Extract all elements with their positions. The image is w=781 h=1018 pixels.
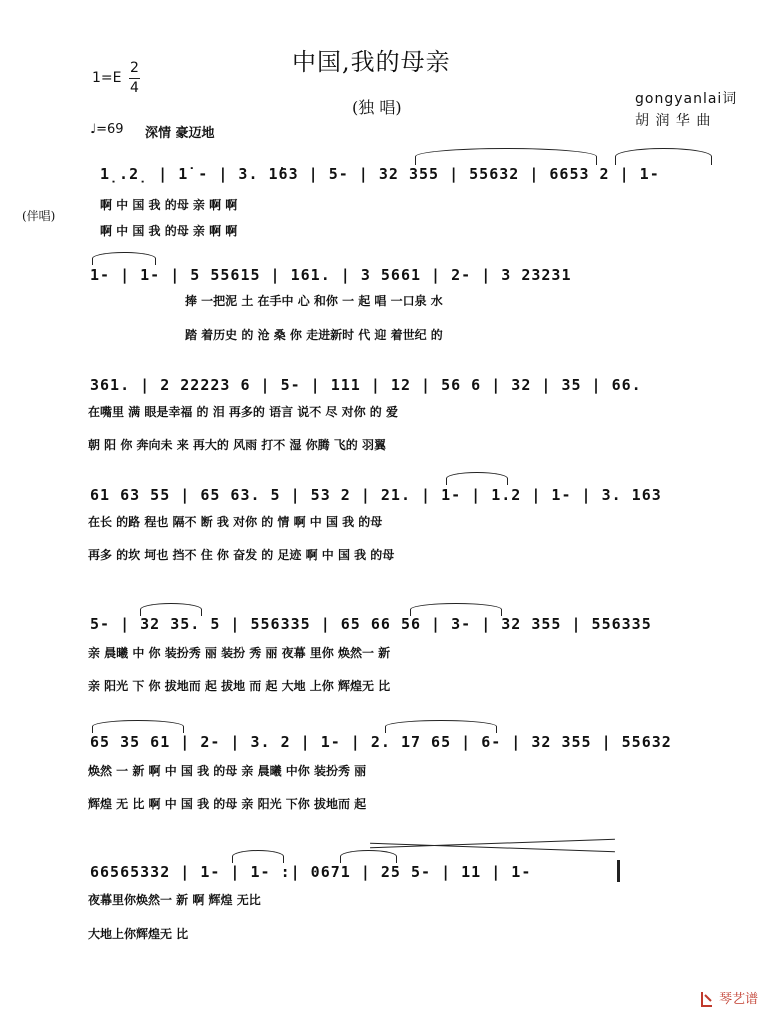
lyric-verse-2: 朝 阳 你 奔向未 来 再大的 风雨 打不 湿 你腾 飞的 羽翼 <box>88 438 386 452</box>
lyric-verse-1: 啊 中 国 我 的母 亲 啊 啊 <box>100 198 238 212</box>
slur <box>92 720 184 733</box>
lyric-verse-1: 夜幕里你焕然一 新 啊 辉煌 无比 <box>88 893 261 907</box>
lyric-verse-1: 亲 晨曦 中 你 装扮秀 丽 装扮 秀 丽 夜幕 里你 焕然一 新 <box>88 646 391 660</box>
slur <box>140 603 202 616</box>
lyric-verse-2: 再多 的坎 坷也 挡不 住 你 奋发 的 足迹 啊 中 国 我 的母 <box>88 548 395 562</box>
slur <box>615 148 712 165</box>
lyric-verse-1: 捧 一把泥 土 在手中 心 和你 一 起 唱 一口泉 水 <box>185 294 443 308</box>
notation-line: 5- | 32 35. 5 | 556335 | 65 66 56 | 3- | 32 355 | 556335 <box>90 615 652 633</box>
lyricist-credit: gongyanlai词 <box>635 91 738 107</box>
notation-line: 1̣.2̣ | 1̇ - | 3. 1̇63 | 5- | 32 355 | 55632 | 6653 2 | 1- <box>100 165 660 183</box>
notation-line: 1- | 1- | 5 55615 | 161. | 3 5661 | 2- | 3 23231 <box>90 266 572 284</box>
crescendo-lower <box>370 843 615 853</box>
expression-mark: 深情 豪迈地 <box>145 126 215 141</box>
song-subtitle: (独 唱) <box>352 98 402 117</box>
lyric-verse-2: 大地上你辉煌无 比 <box>88 927 189 941</box>
time-sig-line <box>129 78 140 79</box>
logo-text: 琴艺谱 <box>719 992 759 1007</box>
lyric-verse-1: 在嘴里 满 眼是幸福 的 泪 再多的 语言 说不 尽 对你 的 爱 <box>88 405 398 419</box>
notation-line: 66565332 | 1- | 1- :| 0671 | 25 5- | 11 | 1- <box>90 863 532 881</box>
lyric-verse-2: 踏 着历史 的 沧 桑 你 走进新时 代 迎 着世纪 的 <box>185 328 443 342</box>
lyric-verse-2: 啊 中 国 我 的母 亲 啊 啊 <box>100 224 238 238</box>
time-sig-num: 2 <box>130 60 139 76</box>
slur <box>340 850 397 863</box>
notation-line: 61 63 55 | 65 63. 5 | 53 2 | 21. | 1- | 1.2 | 1- | 3. 163 <box>90 486 662 504</box>
time-sig-den: 4 <box>130 80 139 96</box>
slur <box>415 148 597 165</box>
logo-glyph-icon <box>700 990 714 1008</box>
watermark-logo <box>700 988 758 1008</box>
key-signature: 1=E <box>92 70 122 86</box>
slur <box>410 603 502 616</box>
song-title: 中国,我的母亲 <box>292 48 451 76</box>
lyric-verse-2: 亲 阳光 下 你 拔地而 起 拔地 而 起 大地 上你 辉煌无 比 <box>88 679 391 693</box>
lyric-verse-1: 在长 的路 程也 隔不 断 我 对你 的 情 啊 中 国 我 的母 <box>88 515 383 529</box>
tempo-mark: ♩=69 <box>90 122 124 137</box>
notation-line: 65 35 61 | 2- | 3. 2 | 1- | 2. 17 65 | 6- | 32 355 | 55632 <box>90 733 672 751</box>
slur <box>385 720 497 733</box>
tie <box>92 252 156 265</box>
voice-label: (伴唱) <box>22 209 56 223</box>
lyric-verse-2: 辉煌 无 比 啊 中 国 我 的母 亲 阳光 下你 拔地而 起 <box>88 797 367 811</box>
slur <box>446 472 508 485</box>
tie <box>232 850 284 863</box>
composer-credit: 胡 润 华 曲 <box>635 113 712 129</box>
lyric-verse-1: 焕然 一 新 啊 中 国 我 的母 亲 晨曦 中你 装扮秀 丽 <box>88 764 367 778</box>
notation-line: 361. | 2 22223 6 | 5- | 111 | 12 | 56 6 | 32 | 35 | 66. <box>90 376 642 394</box>
final-barline <box>617 860 620 882</box>
